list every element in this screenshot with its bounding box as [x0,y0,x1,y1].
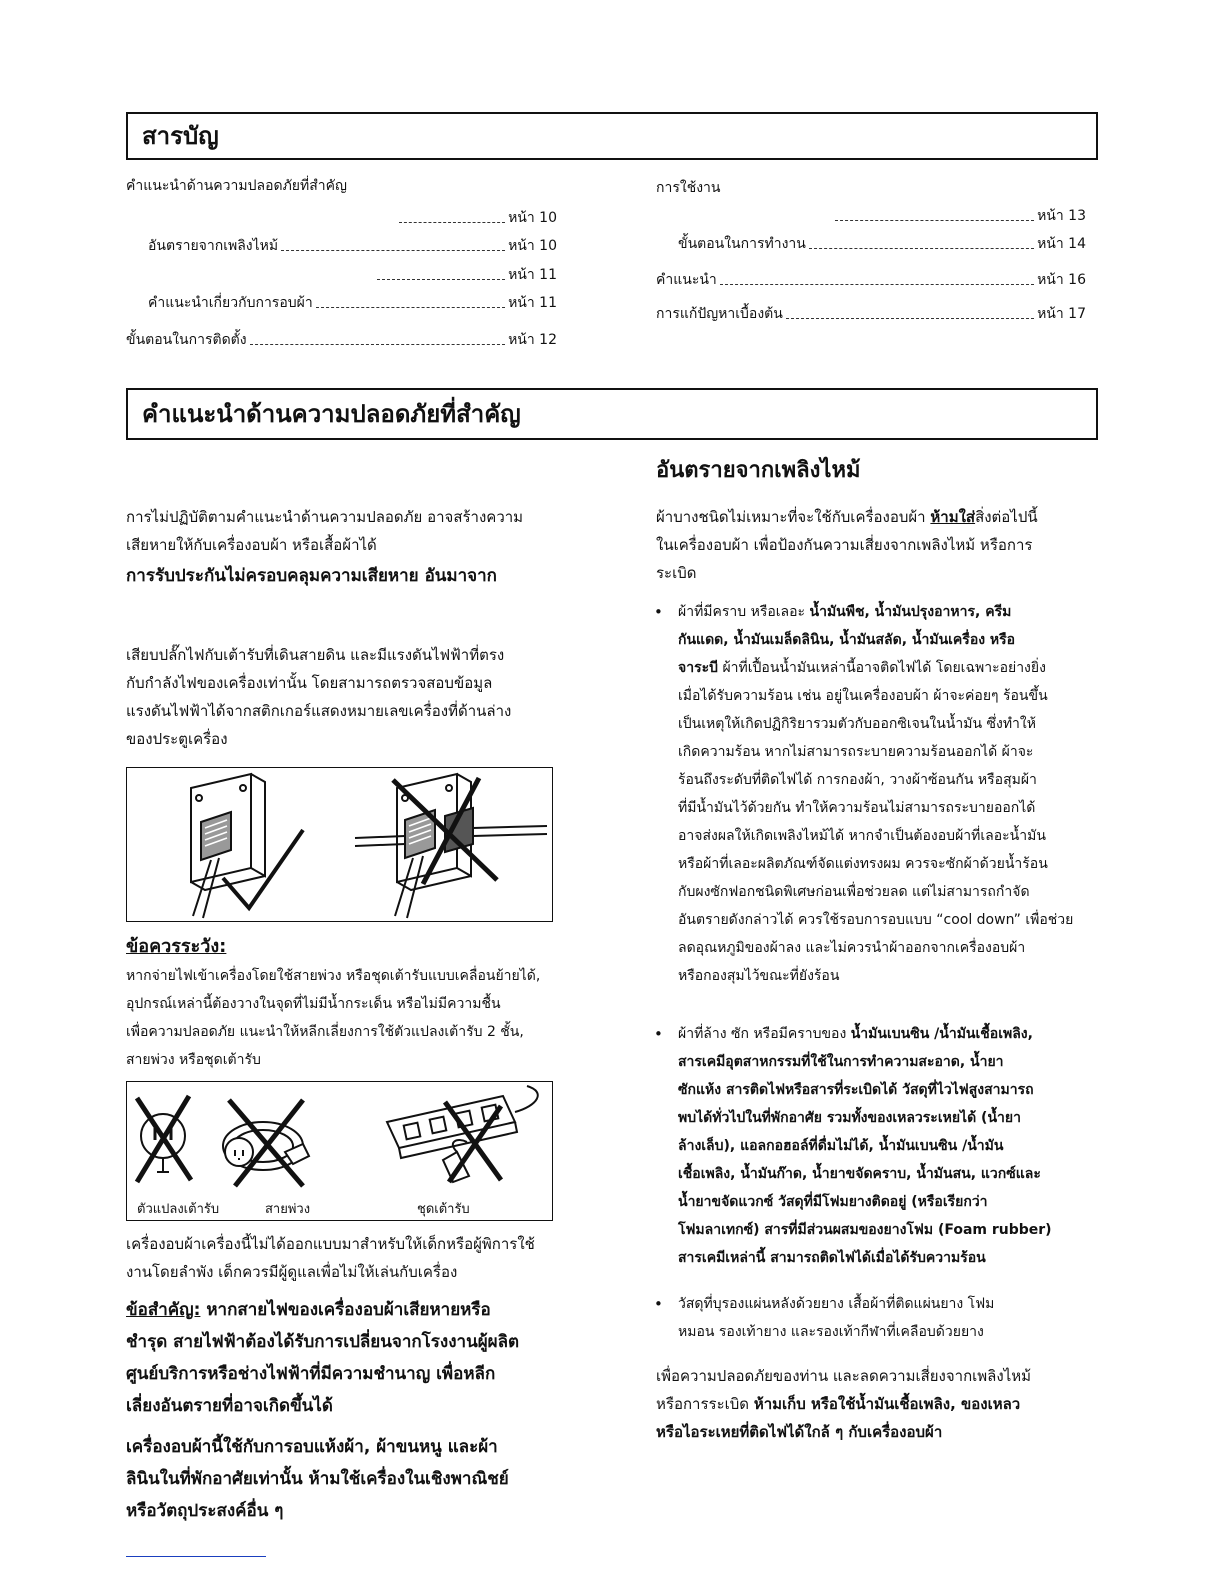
text-span: ผ้าที่มีคราบ หรือเลอะ [678,604,806,620]
text-line: หรือกองสุมไว้ขณะที่ยังร้อน [678,968,840,984]
toc-entry[interactable] [656,304,1086,324]
caption-adapter: ตัวแปลงเต้ารับ [137,1202,220,1217]
text-line: ลินินในที่พักอาศัยเท่านั้น ห้ามใช้เครื่องในเชิงพาณิชย์ [126,1469,509,1489]
toc-leader [377,279,505,280]
text-line: โฟมลาเทกซ์) สารที่มีส่วนผสมของยางโฟม (Foam rubber) [678,1222,1052,1238]
toc-entry-label: คำแนะนำเกี่ยวกับการอบผ้า [148,295,313,311]
toc-entry[interactable] [656,178,1086,198]
text-line: เครื่องอบผ้านี้ใช้กับการอบแห้งผ้า, ผ้าขนหนู และผ้า [126,1437,498,1457]
text-span: น้ำมันเบนซิน /น้ำมันเชื้อเพลิง, [850,1026,1033,1042]
fire-bullet-chemicals [678,1020,1082,1272]
text-span: หากสายไฟของเครื่องอบผ้าเสียหายหรือ [206,1300,491,1320]
text-span: ผ้าที่เปื้อนน้ำมันเหล่านี้อาจติดไฟได้ โดยเฉพาะอย่างยิ่ง [722,660,1046,676]
toc-entry-page: หน้า 12 [508,332,557,348]
text-line [656,503,1086,531]
text-line: อาจส่งผลให้เกิดเพลิงไหม้ได้ หากจำเป็นต้องอบผ้าที่เลอะน้ำมัน [678,828,1046,844]
toc-entry-label: คำแนะนำ [656,272,717,288]
toc-entry[interactable] [126,176,500,196]
toc-leader [316,307,505,308]
toc-title-box [126,112,1098,160]
toc-entry-page: หน้า 13 [1037,208,1086,224]
text-line: สารเคมีอุตสาหกรรมที่ใช้ในการทำความสะอาด, น้ำยา [678,1054,1004,1070]
caption-power-strip: ชุดเต้ารับ [417,1202,470,1217]
toc-entry-page: หน้า 16 [1037,272,1086,288]
fire-bullet-rubber [678,1290,1082,1346]
toc-entry-page: หน้า 11 [508,295,557,311]
text-span: ผ้าที่ล้าง ซัก หรือมีคราบของ [678,1026,847,1042]
text-line: สายพ่วง หรือชุดเต้ารับ [126,1052,261,1068]
safety-title: คำแนะนำด้านความปลอดภัยที่สำคัญ [142,400,521,428]
text-line: กับกำลังไฟของเครื่องเท่านั้น โดยสามารถตรวจสอบข้อมูล [126,674,493,692]
toc-leader [720,284,1034,285]
text-line: การไม่ปฏิบัติตามคำแนะนำด้านความปลอดภัย อาจสร้างความ [126,508,524,526]
text-span: จาระบี [678,660,718,676]
text-line: เมื่อได้รับความร้อน เช่น อยู่ในเครื่องอบผ้า ผ้าจะค่อยๆ ร้อนขึ้น [678,688,1048,704]
fire-heading: อันตรายจากเพลิงไหม้ [656,458,861,483]
footnote-rule [126,1556,266,1557]
warranty-heading: การรับประกันไม่ครอบคลุมความเสียหาย อันมาจาก [126,566,497,586]
toc-entry-label: ขั้นตอนในการติดตั้ง [126,332,247,348]
text-line: วัสดุที่บุรองแผ่นหลังด้วยยาง เสื้อผ้าที่ติดแผ่นยาง โฟม [678,1296,995,1312]
text-line: ระเบิด [656,564,697,582]
text-line: อันตรายดังกล่าวได้ ควรใช้รอบการอบแบบ “cool down” เพื่อช่วย [678,912,1074,928]
plug-instructions [126,641,556,753]
text-line: ชำรุด สายไฟฟ้าต้องได้รับการเปลี่ยนจากโรงงานผู้ผลิต [126,1332,520,1352]
toc-leader [250,344,505,345]
text-line: เกิดความร้อน หากไม่สามารถระบายความร้อนออกได้ ผ้าจะ [678,744,1034,760]
toc-entry-page: หน้า 14 [1037,236,1086,252]
toc-entry-label: การใช้งาน [656,180,721,196]
text-line: ลดอุณหภูมิของผ้าลง และไม่ควรนำผ้าออกจากเครื่องอบผ้า [678,940,1026,956]
text-line: น้ำยาขจัดแวกซ์ วัสดุที่มีโฟมยางติดอยู่ (หรือเรียกว่า [678,1194,988,1210]
text-line: ศูนย์บริการหรือช่างไฟฟ้าที่มีความชำนาญ เพื่อหลีก [126,1364,496,1384]
outlet-drawing [127,768,552,921]
text-span: น้ำมันพืช, น้ำมันปรุงอาหาร, ครีม [809,604,1012,620]
caution-text [126,962,556,1074]
outlet-illustration [126,767,553,922]
toc-entry-page: หน้า 11 [508,267,557,283]
fire-closing [656,1362,1086,1446]
text-line: เลี่ยงอันตรายที่อาจเกิดขึ้นได้ [126,1396,333,1416]
children-warning [126,1230,556,1286]
adapter-illustration [126,1081,553,1221]
text-line: ซักแห้ง สารติดไฟหรือสารที่ระเบิดได้ วัสดุที่ไวไฟสูงสามารถ [678,1082,1034,1098]
caution-heading: ข้อควรระวัง: [126,936,227,957]
text-span: ผ้าบางชนิดไม่เหมาะที่จะใช้กับเครื่องอบผ้า [656,508,926,526]
toc-entry[interactable] [148,293,557,313]
toc-entry[interactable] [656,270,1086,290]
text-line: หากจ่ายไฟเข้าเครื่องโดยใช้สายพ่วง หรือชุดเต้ารับแบบเคลื่อนย้ายได้, [126,968,541,984]
toc-leader [399,222,505,223]
toc-entry-label: ขั้นตอนในการทำงาน [678,236,806,252]
usage-notice [126,1431,556,1527]
toc-title: สารบัญ [142,122,219,150]
bullet-dot: • [654,1295,663,1313]
toc-entry-label: คำแนะนำด้านความปลอดภัยที่สำคัญ [126,178,347,194]
bullet-dot: • [654,603,663,621]
text-line: ล้างเล็บ), แอลกอฮอล์ที่ดื่มไม่ได้, น้ำมันเบนซิน /น้ำมัน [678,1138,1004,1154]
text-line: เสียบปลั๊กไฟกับเต้ารับที่เดินสายดิน และมีแรงดันไฟฟ้าที่ตรง [126,646,505,664]
toc-entry[interactable] [148,236,557,256]
text-line: หรือวัตถุประสงค์อื่น ๆ [126,1501,284,1521]
text-line [656,1390,1086,1418]
text-line: เสียหายให้กับเครื่องอบผ้า หรือเสื้อผ้าได้ [126,536,377,554]
toc-entry[interactable] [832,206,1086,226]
toc-entry-page: หน้า 10 [508,238,557,254]
text-line: อุปกรณ์เหล่านี้ต้องวางในจุดที่ไม่มีน้ำกระเด็น หรือไม่มีความชื้น [126,996,501,1012]
text-line [678,654,1082,682]
text-line: พบได้ทั่วไปในที่พักอาศัย รวมทั้งของเหลวระเหยได้ (น้ำยา [678,1110,1021,1126]
important-notice [126,1294,556,1422]
text-span: สิ่งต่อไปนี้ [975,508,1038,526]
text-line: เป็นเหตุให้เกิดปฏิกิริยารวมตัวกับออกซิเจนในน้ำมัน ซึ่งทำให้ [678,716,1036,732]
toc-entry[interactable] [396,208,557,228]
toc-leader [835,220,1034,221]
toc-entry[interactable] [374,265,557,285]
text-line: หรือผ้าที่เลอะผลิตภัณฑ์จัดแต่งทรงผม ควรจะซักผ้าด้วยน้ำร้อน [678,856,1048,872]
toc-entry[interactable] [126,330,557,350]
important-heading: ข้อสำคัญ: [126,1300,201,1320]
text-line: สารเคมีเหล่านี้ สามารถติดไฟได้เมื่อได้รับความร้อน [678,1250,986,1266]
text-line: ที่มีน้ำมันไว้ด้วยกัน ทำให้ความร้อนไม่สามารถระบายออกได้ [678,800,1036,816]
toc-leader [786,318,1034,319]
toc-leader [281,250,505,251]
text-line [126,1294,556,1326]
text-line: ร้อนถึงระดับที่ติดไฟได้ การกองผ้า, วางผ้าซ้อนกัน หรือสุมผ้า [678,772,1037,788]
text-span: หรือการระเบิด [656,1395,750,1413]
bullet-dot: • [654,1025,663,1043]
toc-entry[interactable] [678,234,1086,254]
adapter-drawing [127,1082,552,1202]
safety-intro [126,503,556,559]
text-line: กับผงซักฟอกชนิดพิเศษก่อนเพื่อช่วยลด แต่ไม่สามารถกำจัด [678,884,1030,900]
text-line: กันแดด, น้ำมันเมล็ดลินิน, น้ำมันสลัด, น้ำมันเครื่อง หรือ [678,632,1016,648]
caption-extension-cord: สายพ่วง [265,1202,311,1217]
text-line: หมอน รองเท้ายาง และรองเท้ากีฬาที่เคลือบด้วยยาง [678,1324,984,1340]
toc-leader [809,248,1034,249]
text-line: เพื่อความปลอดภัยของท่าน และลดความเสี่ยงจากเพลิงไหม้ [656,1367,1032,1385]
text-line: ของประตูเครื่อง [126,730,228,748]
fire-intro [656,503,1086,587]
toc-entry-page: หน้า 17 [1037,306,1086,322]
text-line: เครื่องอบผ้าเครื่องนี้ไม่ได้ออกแบบมาสำหรับให้เด็กหรือผู้พิการใช้ [126,1235,535,1253]
text-span: ห้ามเก็บ หรือใช้น้ำมันเชื้อเพลิง, ของเหลว [753,1395,1021,1413]
text-line [678,598,1082,626]
text-line [678,1020,1082,1048]
text-line: ในเครื่องอบผ้า เพื่อป้องกันความเสี่ยงจากเพลิงไหม้ หรือการ [656,536,1033,554]
do-not-put-label: ห้ามใส่ [930,508,976,526]
toc-entry-page: หน้า 10 [508,210,557,226]
fire-bullet-oily-fabrics [678,598,1082,990]
text-line: หรือไอระเหยที่ติดไฟได้ใกล้ ๆ กับเครื่องอบผ้า [656,1423,943,1441]
toc-entry-label: อันตรายจากเพลิงไหม้ [148,238,279,254]
text-line: เพื่อความปลอดภัย แนะนำให้หลีกเลี่ยงการใช้ตัวแปลงเต้ารับ 2 ชั้น, [126,1024,524,1040]
safety-title-box [126,388,1098,440]
text-line: แรงดันไฟฟ้าได้จากสติกเกอร์แสดงหมายเลขเครื่องที่ด้านล่าง [126,702,512,720]
toc-entry-label: การแก้ปัญหาเบื้องต้น [656,306,783,322]
text-line: เชื้อเพลิง, น้ำมันก๊าด, น้ำยาขจัดคราบ, น้ำมันสน, แวกซ์และ [678,1166,1041,1182]
text-line: งานโดยลำพัง เด็กควรมีผู้ดูแลเพื่อไม่ให้เล่นกับเครื่อง [126,1263,458,1281]
